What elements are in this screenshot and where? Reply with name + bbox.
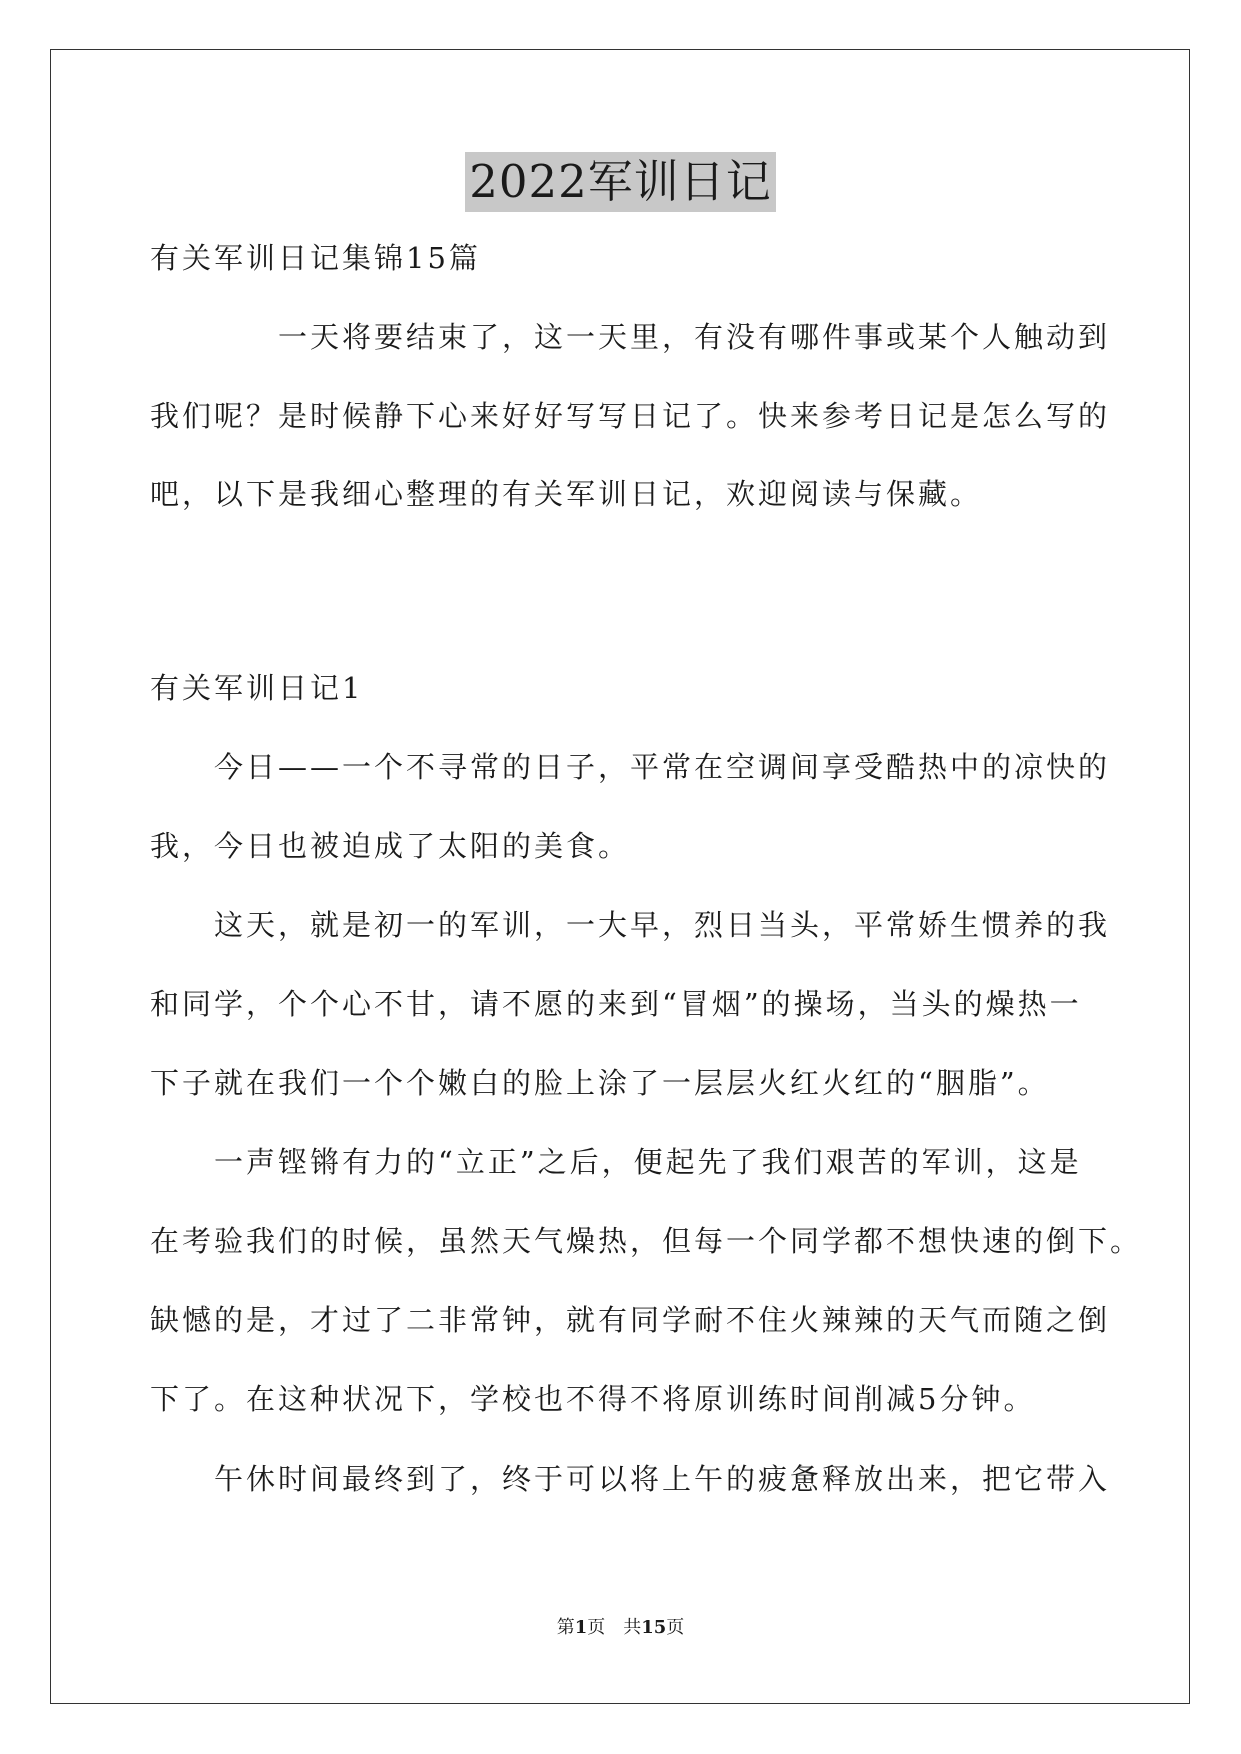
- subtitle-line: 有关军训日记集锦15篇: [150, 241, 481, 275]
- title-container: [0, 152, 1241, 212]
- page-border: [50, 49, 1190, 1704]
- paragraph-line: 缺憾的是，才过了二非常钟，就有同学耐不住火辣辣的天气而随之倒: [150, 1303, 1111, 1337]
- paragraph-line: 和同学，个个心不甘，请不愿的来到“冒烟”的操场，当头的燥热一: [150, 987, 1082, 1021]
- paragraph-line: 我们呢？是时候静下心来好好写写日记了。快来参考日记是怎么写的: [150, 399, 1111, 433]
- page-mid: 页 共: [587, 1617, 642, 1638]
- page-suffix: 页: [666, 1617, 685, 1638]
- paragraph-line: 这天，就是初一的军训，一大早，烈日当头，平常娇生惯养的我: [150, 908, 1111, 942]
- current-page-number: 1: [574, 1617, 588, 1638]
- total-page-number: 15: [641, 1617, 667, 1638]
- paragraph-line: 今日——一个不寻常的日子，平常在空调间享受酷热中的凉快的: [150, 750, 1111, 784]
- paragraph-line: 下了。在这种状况下，学校也不得不将原训练时间削减5分钟。: [150, 1382, 1036, 1416]
- page-prefix: 第: [556, 1617, 575, 1638]
- section-heading: 有关军训日记1: [150, 671, 364, 705]
- paragraph-line: 下子就在我们一个个嫩白的脸上涂了一层层火红火红的“胭脂”。: [150, 1066, 1050, 1100]
- paragraph-line: 午休时间最终到了，终于可以将上午的疲惫释放出来，把它带入: [150, 1462, 1111, 1496]
- paragraph-line: 一天将要结束了，这一天里，有没有哪件事或某个人触动到: [150, 320, 1111, 354]
- paragraph-line: 一声铿锵有力的“立正”之后，便起先了我们艰苦的军训，这是: [150, 1145, 1082, 1179]
- paragraph-line: 我，今日也被迫成了太阳的美食。: [150, 829, 631, 863]
- paragraph-line: 在考验我们的时候，虽然天气燥热，但每一个同学都不想快速的倒下。: [150, 1224, 1143, 1258]
- page-number-footer: [0, 1616, 1241, 1640]
- paragraph-line: 吧，以下是我细心整理的有关军训日记，欢迎阅读与保藏。: [150, 477, 983, 511]
- document-title: 2022军训日记: [465, 152, 776, 212]
